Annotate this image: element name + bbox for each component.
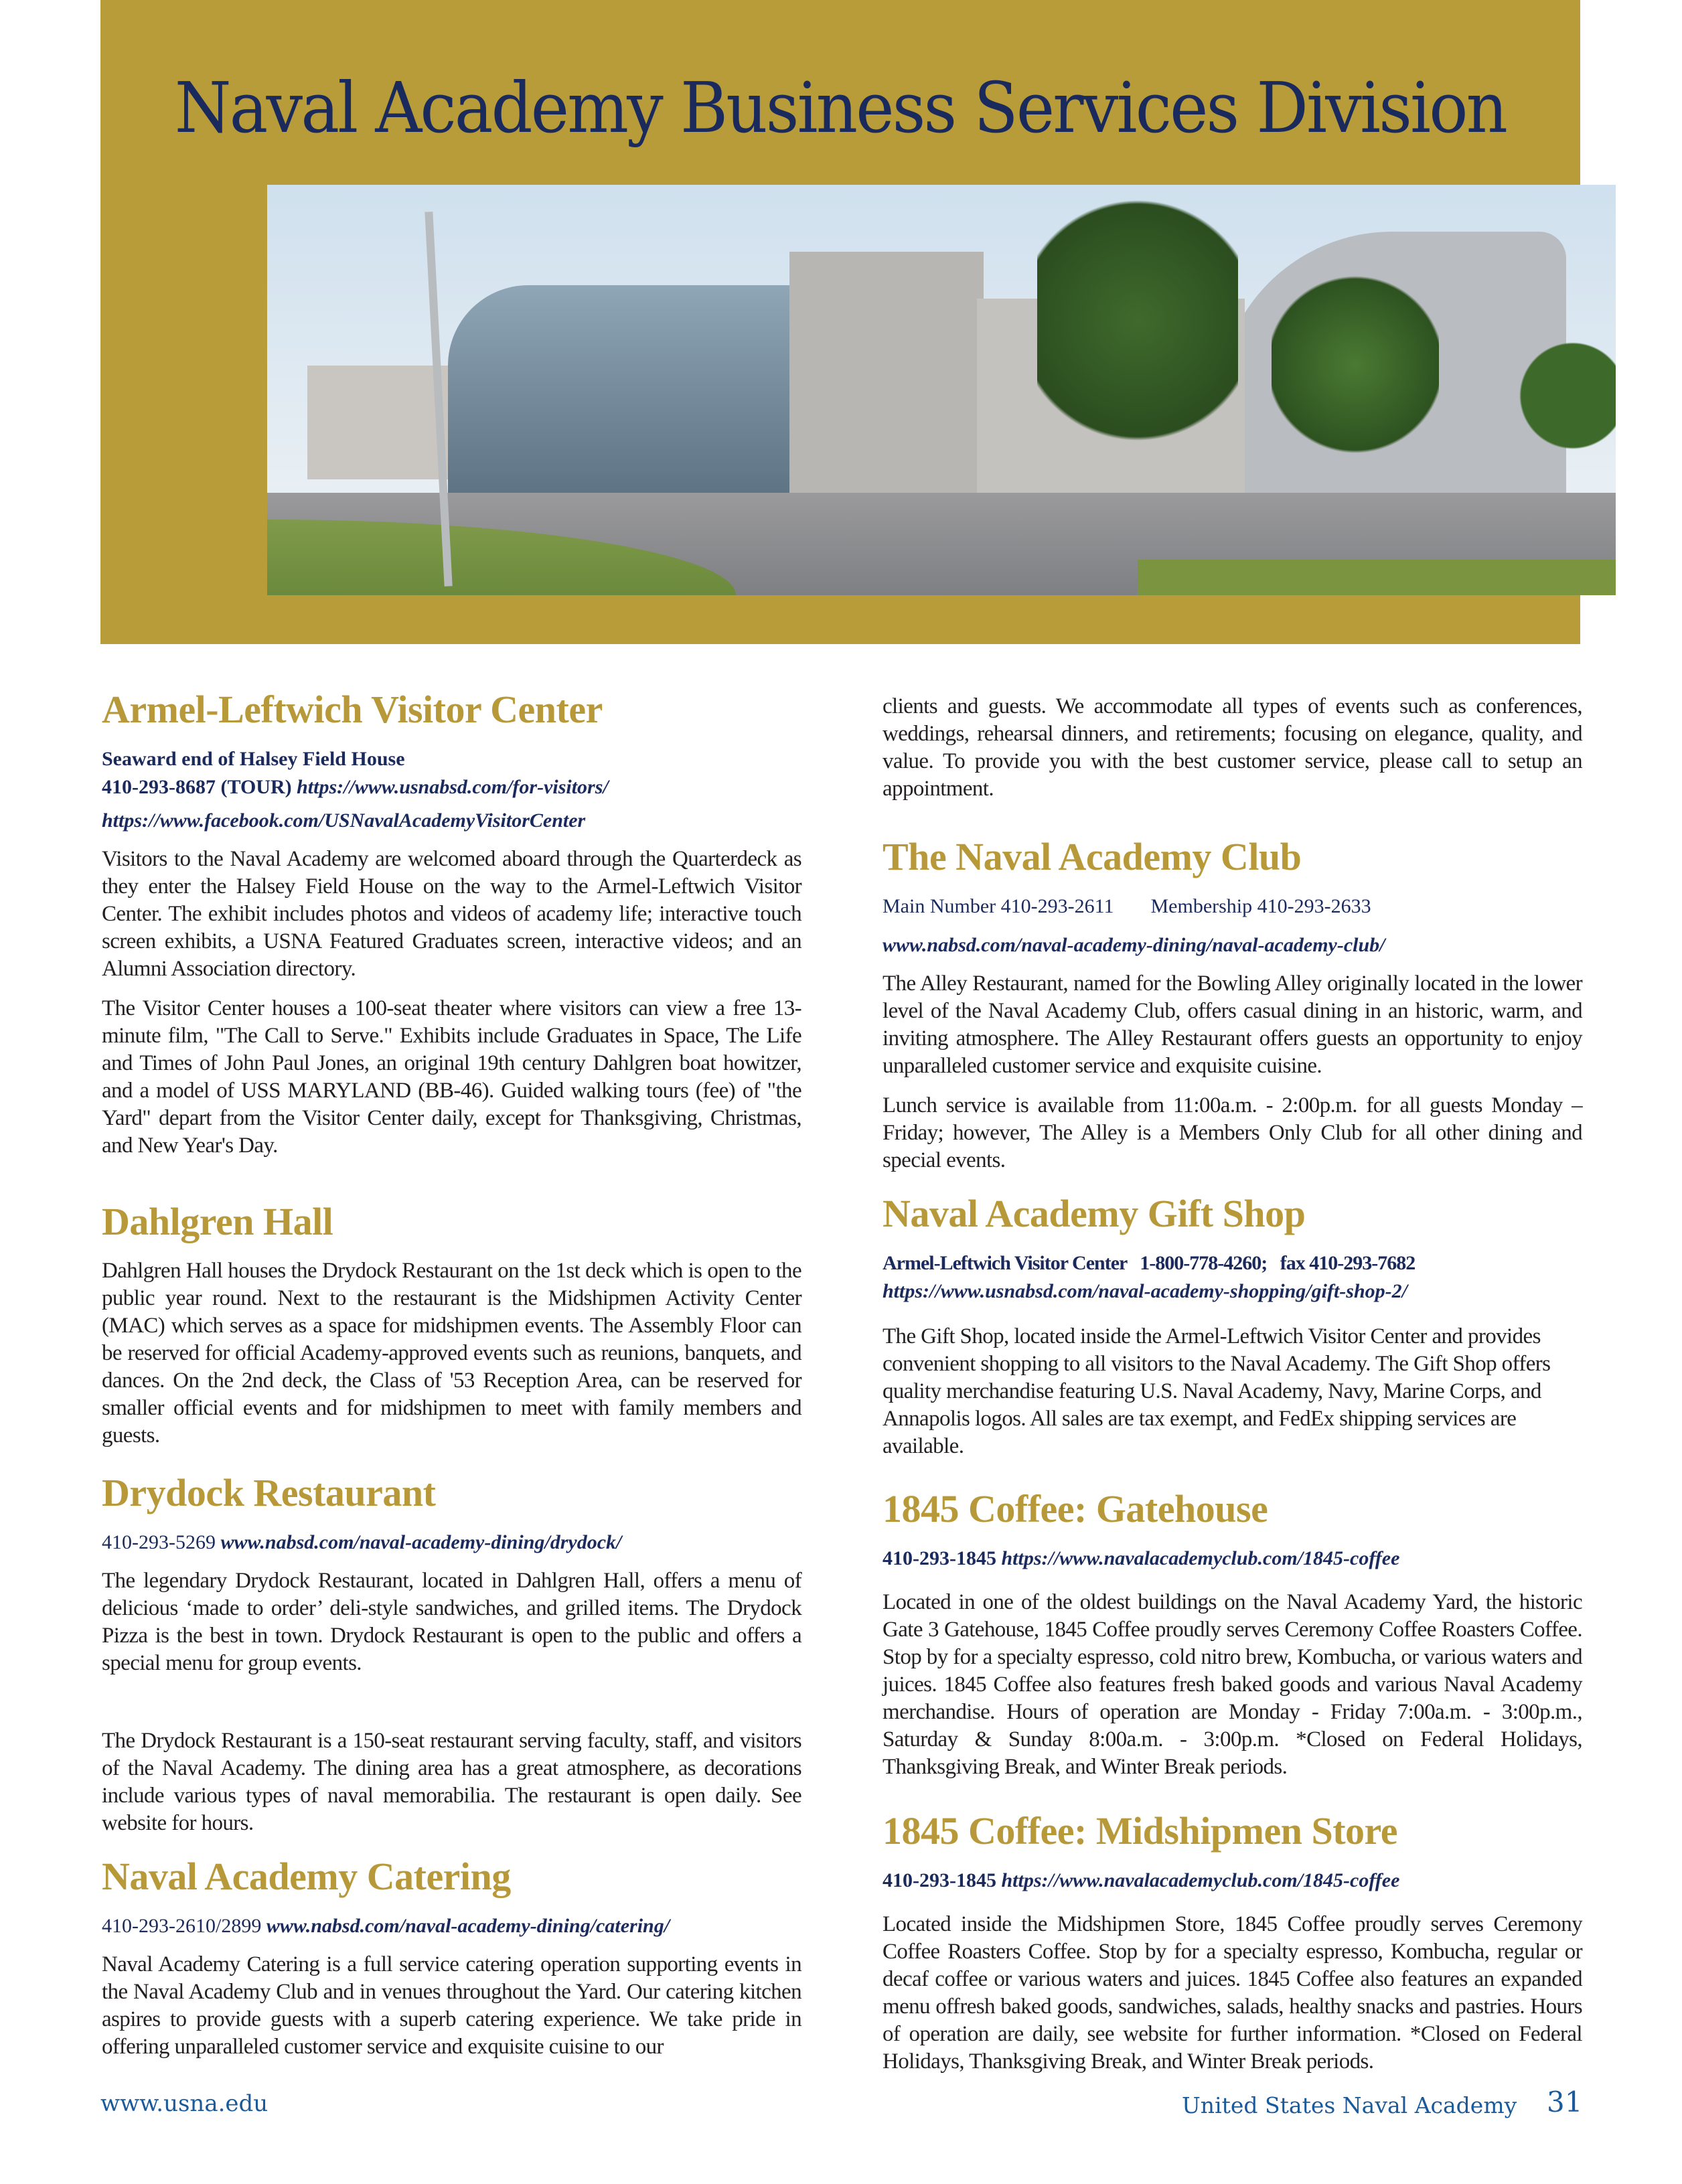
- paragraph: Located in one of the oldest buildings on the Naval Academy Yard, the historic Gate 3 Gatehouse, 1845 Coffee proudly serves Ceremony Coffee Roasters Coffee. Stop by for a specialty espresso, cold nitro brew, Kombucha, or various waters and juices. 1845 Coffee also features fresh baked goods and various Naval Academy merchandise. Hours of operation are Monday - Friday 7:00a.m. - 3:00p.m., Saturday & Sunday 8:00a.m. - 3:00p.m. *Closed on Federal Holidays, Thanksgiving Break, and Winter Break periods.: [883, 1590, 1582, 1779]
- paragraph: The Drydock Restaurant is a 150-seat restaurant serving faculty, staff, and visitors of the Naval Academy. The dining area has a great atmosphere, as decorations include various types of naval memorabilia. The restaurant is open daily. See website for hours.: [102, 1729, 801, 1835]
- gift-shop-link[interactable]: https://www.usnabsd.com/naval-academy-shopping/gift-shop-2/: [883, 1280, 1407, 1302]
- page-number: 31: [1547, 2086, 1583, 2118]
- visitor-center-link[interactable]: https://www.usnabsd.com/for-visitors/: [297, 776, 609, 798]
- paragraph: Lunch service is available from 11:00a.m. - 2:00p.m. for all guests Monday – Friday; however, The Alley is a Members Only Club for all other dining and special events.: [883, 1093, 1582, 1172]
- paragraph: The Visitor Center houses a 100-seat theater where visitors can view a free 13-minute film, "The Call to Serve." Exhibits include Graduates in Space, The Life and Times of John Paul Jones, an original 19th century Dahlgren boat howitzer, and a model of USS MARYLAND (BB-46). Guided walking tours (fee) of "the Yard" depart from the Visitor Center daily, except for Thanksgiving, Christmas, and New Year's Day.: [102, 996, 801, 1158]
- phone: 410-293-5269: [102, 1531, 216, 1553]
- section-heading: 1845 Coffee: Midshipmen Store: [883, 1809, 1397, 1853]
- phone: 410-293-1845: [883, 1547, 996, 1569]
- paragraph: The Alley Restaurant, named for the Bowling Alley originally located in the lower level of the Naval Academy Club, offers casual dining in an historic, warm, and inviting atmosphere. The Alley Restaurant offers guests an opportunity to enjoy unparalleled customer service and exquisite cuisine.: [883, 971, 1582, 1078]
- footer-website-link[interactable]: www.usna.edu: [100, 2090, 269, 2117]
- phone: 410-293-1845: [883, 1869, 996, 1891]
- paragraph: The Gift Shop, located inside the Armel-Leftwich Visitor Center and provides convenient shopping to all visitors to the Naval Academy. The Gift Shop offers quality merchandise featuring U.S. Naval Academy, Navy, Marine Corps, and Annapolis logos. All sales are tax exempt, and FedEx shipping services are available.: [883, 1324, 1551, 1458]
- section-heading: Naval Academy Catering: [102, 1855, 511, 1898]
- gatehouse-section: [883, 1486, 1582, 1793]
- contact: Armel-Leftwich Visitor Center 1-800-778-4260; fax 410-293-7682: [883, 1252, 1416, 1274]
- section-heading: Armel-Leftwich Visitor Center: [102, 688, 603, 731]
- gatehouse-link[interactable]: https://www.navalacademyclub.com/1845-coffee: [1001, 1547, 1400, 1569]
- footer-publisher: United States Naval Academy: [1182, 2092, 1517, 2118]
- club-section: [883, 834, 1582, 1186]
- gift-shop-section: [883, 1190, 1582, 1472]
- section-heading: Drydock Restaurant: [102, 1471, 436, 1514]
- paragraph: Naval Academy Catering is a full service catering operation supporting events in the Naval Academy Club and in venues throughout the Yard. Our catering kitchen aspires to provide guests with a superb catering experience. We take pride in offering unparalleled customer service and exquisite cuisine to our: [102, 1952, 801, 2059]
- paragraph: Visitors to the Naval Academy are welcomed aboard through the Quarterdeck as they enter the Halsey Field House on the way to the Armel-Leftwich Visitor Center. The exhibit includes photos and videos of academy life; interactive touch screen exhibits, a USNA Featured Graduates screen, interactive videos; and an Alumni Association directory.: [102, 847, 801, 981]
- midshipmen-store-section: [883, 1808, 1582, 2088]
- section-heading: The Naval Academy Club: [883, 835, 1302, 878]
- drydock-link[interactable]: www.nabsd.com/naval-academy-dining/drydock/: [220, 1531, 622, 1553]
- visitor-center-section: [102, 686, 801, 1172]
- header-band: [100, 0, 1580, 644]
- catering-continued: [883, 693, 1582, 815]
- address: Seaward end of Halsey Field House: [102, 748, 405, 770]
- midshipmen-store-link[interactable]: https://www.navalacademyclub.com/1845-coffee: [1001, 1869, 1400, 1891]
- main-number: Main Number 410-293-2611: [883, 895, 1114, 917]
- paragraph: clients and guests. We accommodate all types of events such as conferences, weddings, rehearsal dinners, and retirements; focusing on elegance, quality, and value. To provide you with the best customer service, please call to setup an appointment.: [883, 694, 1582, 801]
- phone: 410-293-8687 (TOUR): [102, 776, 292, 798]
- catering-link[interactable]: www.nabsd.com/naval-academy-dining/catering/: [266, 1915, 670, 1937]
- phone: 410-293-2610/2899: [102, 1915, 262, 1937]
- visitor-center-photo: [267, 185, 1616, 595]
- club-link[interactable]: www.nabsd.com/naval-academy-dining/naval-academy-club/: [883, 934, 1385, 956]
- section-heading: Naval Academy Gift Shop: [883, 1192, 1306, 1235]
- section-heading: 1845 Coffee: Gatehouse: [883, 1487, 1268, 1531]
- dahlgren-section: [102, 1198, 801, 1462]
- paragraph: The legendary Drydock Restaurant, located in Dahlgren Hall, offers a menu of delicious ‘made to order’ deli-style sandwiches, and grilled items. The Drydock Pizza is the best in town. Drydock Restaurant is open to the public and offers a special menu for group events.: [102, 1569, 801, 1675]
- facebook-link[interactable]: https://www.facebook.com/USNavalAcademyVisitorCenter: [102, 809, 586, 832]
- section-heading: Dahlgren Hall: [102, 1200, 333, 1243]
- catering-section: [102, 1853, 801, 2073]
- drydock-section: [102, 1470, 801, 1849]
- page-title: Naval Academy Business Services Division: [174, 67, 1507, 149]
- paragraph: Located inside the Midshipmen Store, 1845 Coffee proudly serves Ceremony Coffee Roasters Coffee. Stop by for a specialty espresso, Kombucha, regular or decaf coffee or various waters and juices. 1845 Coffee also features an expanded menu offresh baked goods, sandwiches, salads, healthy snacks and pastries. Hours of operation are daily, see website for further information. *Closed on Federal Holidays, Thanksgiving Break, and Winter Break periods.: [883, 1912, 1582, 2074]
- paragraph: Dahlgren Hall houses the Drydock Restaurant on the 1st deck which is open to the public year round. Next to the restaurant is the Midshipmen Activity Center (MAC) which serves as a space for midshipmen events. The Assembly Floor can be reserved for official Academy-approved events such as reunions, banquets, and dances. On the 2nd deck, the Class of '53 Reception Area, can be reserved for smaller official events and for midshipmen to meet with family members and guests.: [102, 1259, 801, 1448]
- membership-number: Membership 410-293-2633: [1150, 895, 1371, 917]
